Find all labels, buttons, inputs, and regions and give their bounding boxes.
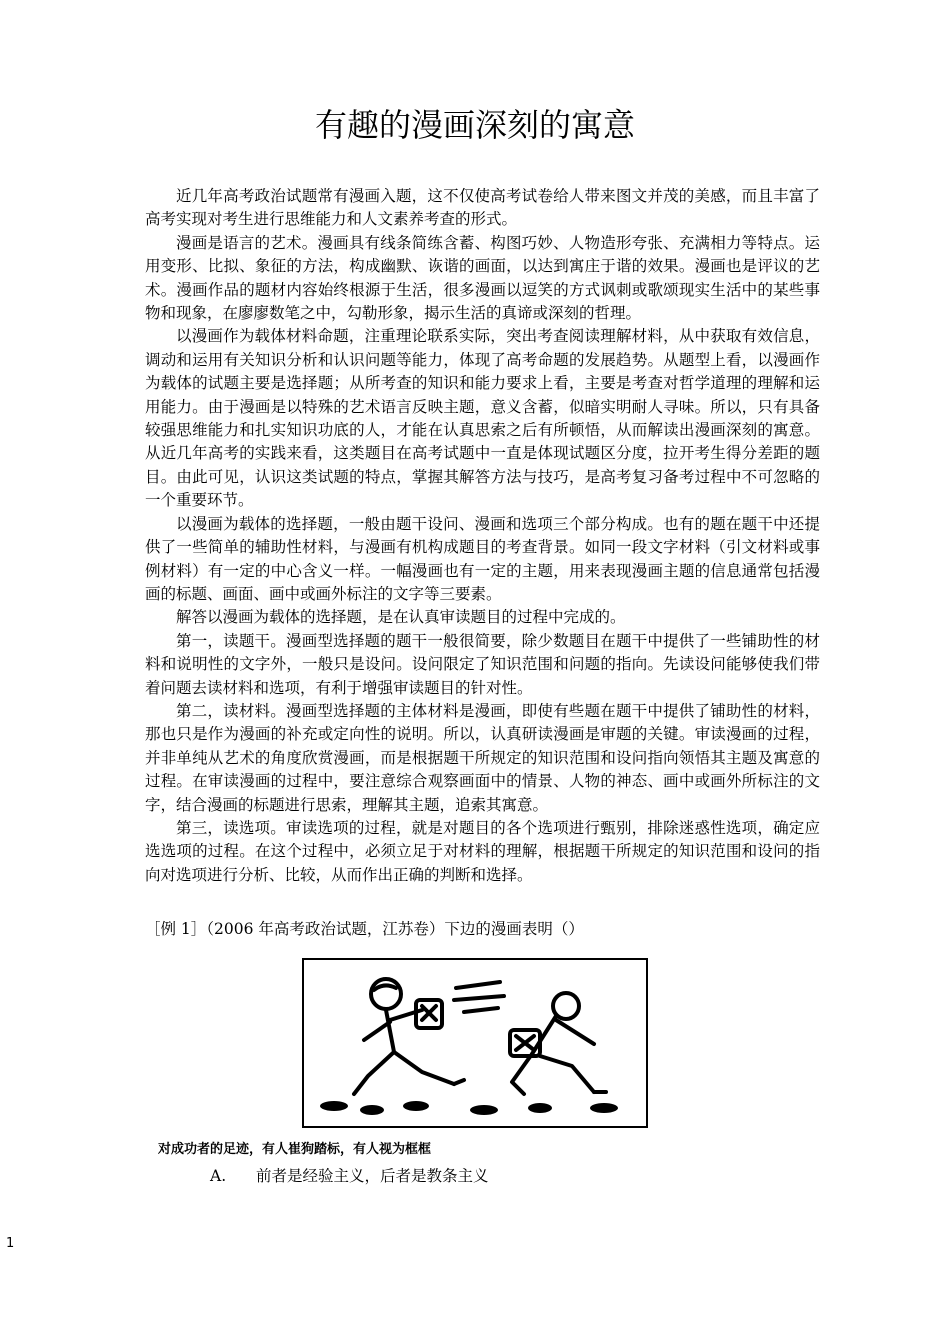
comic-image xyxy=(302,958,648,1128)
paragraph: 第一，读题干。漫画型选择题的题干一般很简要，除少数题目在题干中提供了一些铺助性的材料和说明性的文字外，一般只是设问。设问限定了知识范围和问题的指向。先读设问能够使我们带着问题去读材料和选项，有利于增强审读题目的针对性。 xyxy=(145,631,820,697)
example-heading: ［例 1］（2006 年高考政治试题，江苏卷）下边的漫画表明（） xyxy=(145,920,584,938)
document-body xyxy=(145,185,820,887)
comic-drawing xyxy=(304,960,646,1126)
paragraph: 第三，读选项。审读选项的过程，就是对题目的各个选项进行甄别，排除迷惑性选项，确定应选选项的过程。在这个过程中，必须立足于对材料的理解，根据题干所规定的知识范围和设问的指向对选项进行分析、比较，从而作出正确的判断和选择。 xyxy=(145,818,820,884)
paragraph: 第二，读材料。漫画型选择题的主体材料是漫画，即使有些题在题干中提供了铺助性的材料，那也只是作为漫画的补充或定向性的说明。所以，认真研读漫画是审题的关键。审读漫画的过程，并非单纯从艺术的角度欣赏漫画，而是根据题干所规定的知识范围和设问指向领悟其主题及寓意的过程。在审读漫画的过程中，要注意综合观察画面中的情景、人物的神态、画中或画外所标注的文字，结合漫画的标题进行思索，理解其主题，追索其寓意。 xyxy=(145,701,820,814)
paragraph: 漫画是语言的艺术。漫画具有线条简练含蓄、构图巧妙、人物造形夸张、充满相力等特点。运用变形、比拟、象征的方法，构成幽默、诙谐的画面，以达到寓庄于谐的效果。漫画也是评议的艺术。漫画作品的题材内容始终根源于生活，很多漫画以逗笑的方式讽刺或歌颂现实生活中的某些事物和现象，在廖廖数笔之中，勾勒形象，揭示生活的真谛或深刻的哲理。 xyxy=(145,233,820,323)
answer-option-a xyxy=(210,1164,489,1186)
paragraph: 以漫画为载体的选择题，一般由题干设问、漫画和选项三个部分构成。也有的题在题干中还提供了一些简单的辅助性材料，与漫画有机构成题目的考查背景。如同一段文字材料（引文材料或事例材料）有一定的中心含义一样。一幅漫画也有一定的主题，用来表现漫画主题的信息通常包括漫画的标题、画面、画中或画外标注的文字等三要素。 xyxy=(145,514,820,603)
option-label: A. xyxy=(210,1167,227,1185)
document-title: 有趣的漫画深刻的寓意 xyxy=(314,106,635,144)
comic-caption: 对成功者的足迹，有人崔狗踏标，有人视为框框 xyxy=(158,1142,432,1157)
option-text: 前者是经验主义，后者是教条主义 xyxy=(256,1167,489,1185)
page-number: 1 xyxy=(6,1236,15,1251)
paragraph: 近几年高考政治试题常有漫画入题，这不仅使高考试卷给人带来图文并茂的美感，而且丰富了高考实现对考生进行思维能力和人文素养考查的形式。 xyxy=(145,187,820,229)
paragraph: 以漫画作为载体材料命题，注重理论联系实际，突出考查阅读理解材料，从中获取有效信息，调动和运用有关知识分析和认识问题等能力，体现了高考命题的发展趋势。从题型上看，以漫画作为载体的试题主要是选择题；从所考查的知识和能力要求上看，主要是考查对哲学道理的理解和运用能力。由于漫画是以特殊的艺术语言反映主题，意义含蓄，似暗实明耐人寻味。所以，只有具备较强思维能力和扎实知识功底的人，才能在认真思索之后有所顿悟，从而解读出漫画深刻的寓意。从近几年高考的实践来看，这类题目在高考试题中一直是体现试题区分度，拉开考生得分差距的题目。由此可见，认识这类试题的特点，掌握其解答方法与技巧，是高考复习备考过程中不可忽略的一个重要环节。 xyxy=(145,327,820,510)
paragraph: 解答以漫画为载体的选择题，是在认真审读题目的过程中完成的。 xyxy=(176,608,626,627)
